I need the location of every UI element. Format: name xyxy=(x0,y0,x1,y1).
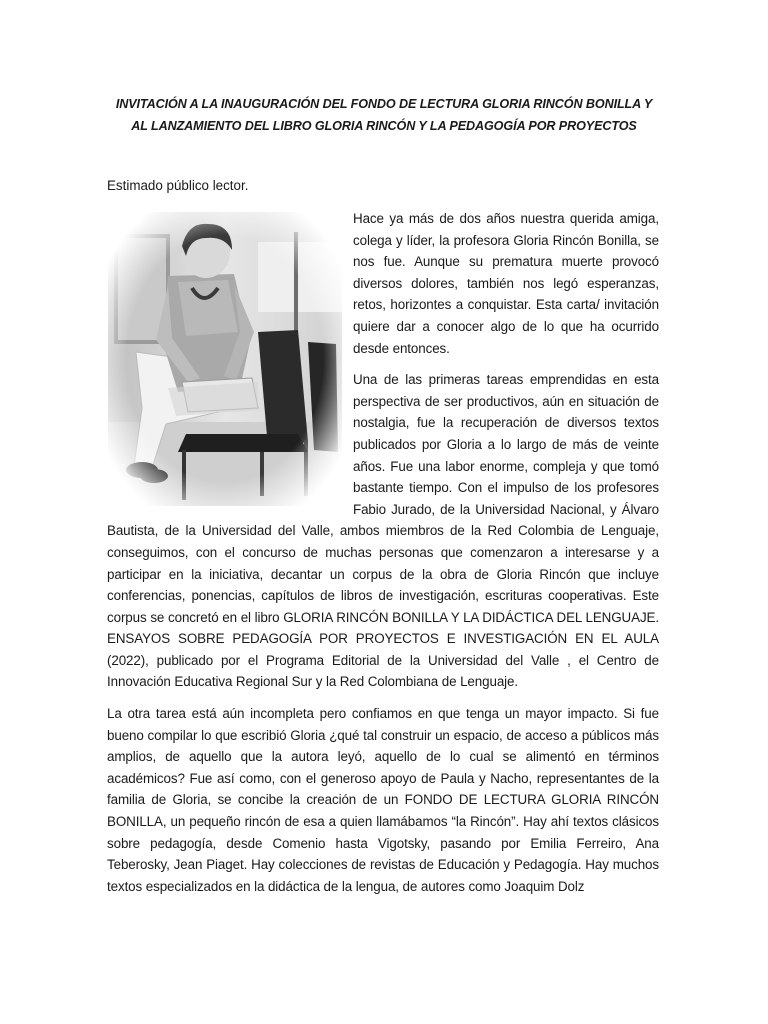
document-title xyxy=(100,93,668,137)
paragraph-1: Hace ya más de dos años nuestra querida amiga, colega y líder, la profesora Gloria Rincón Bonilla, se nos fue. Aunque su prematura muerte provocó diversos dolores, también nos legó esperanzas, retos, horizontes a conquistar. Esta carta/ invitación quiere dar a conocer algo de lo que ha ocurrido desde entonces. xyxy=(353,211,659,356)
title-line-1: INVITACIÓN A LA INAUGURACIÓN DEL FONDO DE LECTURA GLORIA RINCÓN BONILLA Y xyxy=(115,97,653,111)
photo-wrap-space xyxy=(107,208,353,504)
paragraph-3: La otra tarea está aún incompleta pero confiamos en que tenga un mayor impacto. Si fue bueno compilar lo que escribió Gloria ¿qué tal construir un espacio, de acceso a públicos más amplios, de aquello que la autora leyó, aquello de lo cual se alimentó en términos académicos? Fue así como, con el generoso apoyo de Paula y Nacho, representantes de la familia de Gloria, se concibe la creación de un FONDO DE LECTURA GLORIA RINCÓN BONILLA, un pequeño rincón de esa a quien llamábamos “la Rincón”. Hay ahí textos clásicos sobre pedagogía, desde Comenio hasta Vigotsky, pasando por Emilia Ferreiro, Ana Teberosky, Jean Piaget. Hay colecciones de revistas de Educación y Pedagogía. Hay muchos textos especializados en la didáctica de la lengua, de autores como Joaquim Dolz xyxy=(107,706,659,894)
body-text xyxy=(107,208,659,907)
paragraph-2: Una de las primeras tareas emprendidas en esta perspectiva de ser productivos, aún en situación de nostalgia, fue la recuperación de diversos textos publicados por Gloria a lo largo de más de veinte años. Fue una labor enorme, compleja y que tomó bastante tiempo. Con el impulso de los profesores Fabio Jurado, de la Universidad Nacional, y Álvaro Bautista, de la Universidad del Valle, ambos miembros de la Red Colombia de Lenguaje, conseguimos, con el concurso de muchas personas que comenzaron a interesarse y a participar en la iniciativa, decantar un corpus de la obra de Gloria Rincón que incluye conferencias, ponencias, capítulos de libros de investigación, escrituras cooperativas. Este corpus se concretó en el libro GLORIA RINCÓN BONILLA Y LA DIDÁCTICA DEL LENGUAJE. ENSAYOS SOBRE PEDAGOGÍA POR PROYECTOS E INVESTIGACIÓN EN EL AULA (2022), publicado por el Programa Editorial de la Universidad del Valle , el Centro de Innovación Educativa Regional Sur y la Red Colombiana de Lenguaje. xyxy=(107,372,659,690)
title-line-2: AL LANZAMIENTO DEL LIBRO GLORIA RINCÓN Y LA PEDAGOGÍA POR PROYECTOS xyxy=(131,119,637,133)
salutation: Estimado público lector. xyxy=(107,178,249,193)
